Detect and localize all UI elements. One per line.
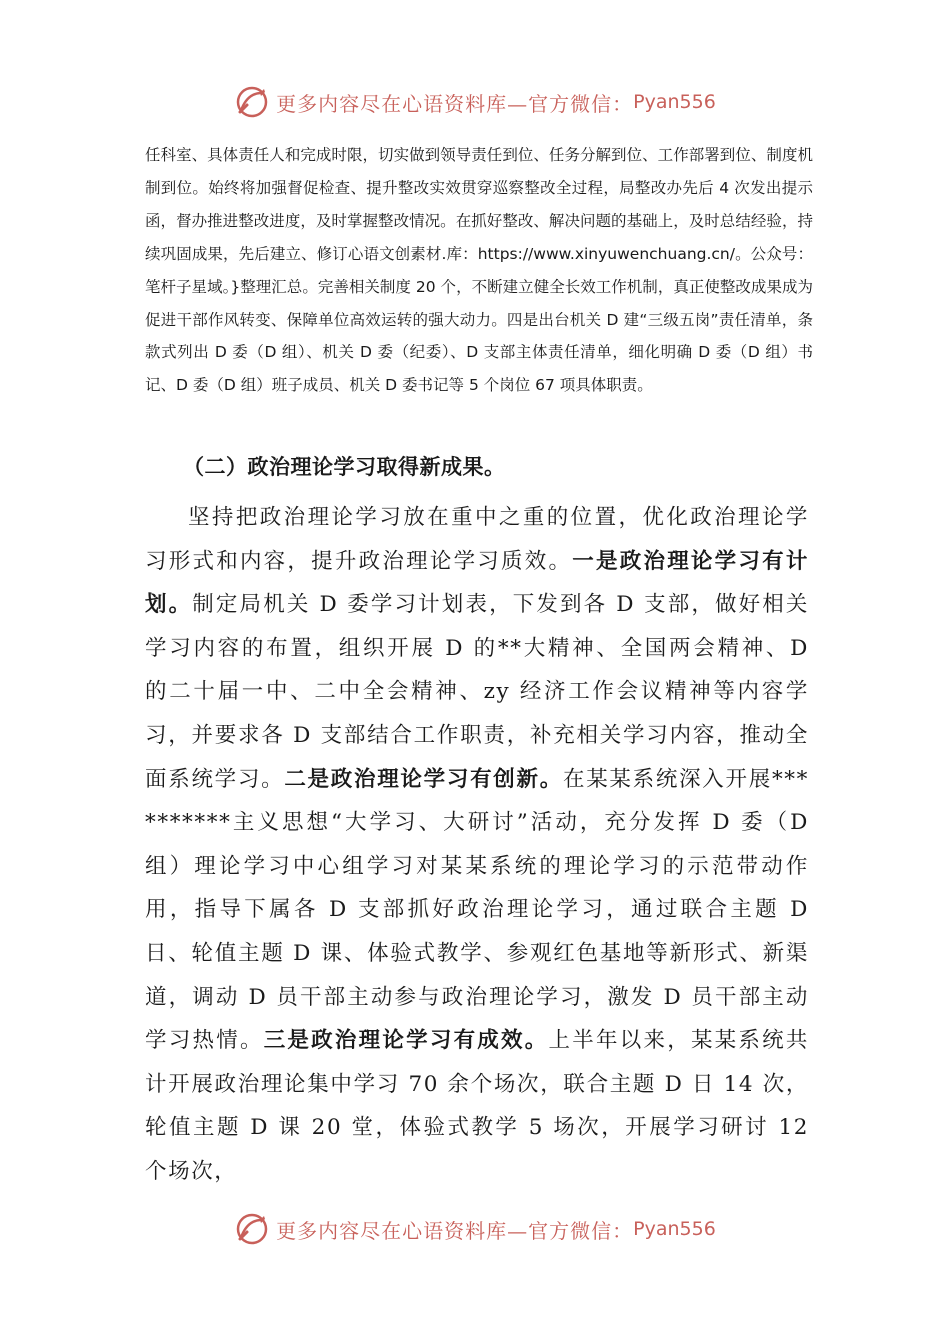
pen-logo-icon [234, 1211, 270, 1247]
header-watermark-banner [0, 80, 950, 124]
section-heading: （二）政治理论学习取得新成果。 [183, 454, 506, 479]
footer-banner-handle: Pyan556 [633, 1218, 716, 1240]
point-two-body: 在某某系统深入开展**********主义思想“大学习、大研讨”活动，充分发挥 D 委（D 组）理论学习中心组学习对某某系统的理论学习的示范带动作用，指导下属各 D 支部抓好政治理论学习，通过联合主题 D 日、轮值主题 D 课、体验式教学、参观红色基地等新形式、新渠道，调动 D 员干部主动参与政治理论学习，激发 D 员干部主动学习热情。 [145, 766, 809, 1054]
point-two-heading: 二是政治理论学习有创新。 [284, 766, 563, 792]
body-paragraph [145, 496, 809, 1194]
pen-logo-icon [234, 84, 270, 120]
point-one-body: 制定局机关 D 委学习计划表，下发到各 D 支部，做好相关学习内容的布置，组织开展 D 的**大精神、全国两会精神、D 的二十届一中、二中全会精神、zy 经济工作会议精神等内容学习，并要求各 D 支部结合工作职责，补充相关学习内容，推动全面系统学习。 [145, 592, 809, 792]
body-text-block [145, 496, 809, 1194]
point-three-heading: 三是政治理论学习有成效。 [263, 1028, 549, 1054]
point-one-heading: 一是政治理论学习有计划。 [145, 548, 809, 618]
header-banner-handle: Pyan556 [633, 91, 716, 113]
header-banner-text: 更多内容尽在心语资料库—官方微信： [276, 91, 634, 116]
footer-watermark-banner [0, 1207, 950, 1251]
footer-banner-text: 更多内容尽在心语资料库—官方微信： [276, 1218, 634, 1243]
point-three-body: 上半年以来，某某系统共计开展政治理论集中学习 70 余个场次，联合主题 D 日 14 次，轮值主题 D 课 20 堂，体验式教学 5 场次，开展学习研讨 12 个场次， [145, 1028, 809, 1184]
body-sentence-intro: 坚持把政治理论学习放在重中之重的位置，优化政治理论学习形式和内容，提升政治理论学习质效。 [145, 505, 809, 574]
intro-paragraph: 任科室、具体责任人和完成时限，切实做到领导责任到位、任务分解到位、工作部署到位、制度机制到位。始终将加强督促检查、提升整改实效贯穿巡察整改全过程，局整改办先后 4 次发出提示函，督办推进整改进度，及时掌握整改情况。在抓好整改、解决问题的基础上，及时总结经验，持续巩固成果，先后建立、修订心语文创素材.库：https://www.xinyuwenchuang.cn/。公众号：笔杆子星域。}整理汇总。完善相关制度 20 个，不断建立健全长效工作机制，真正使整改成果成为促进干部作风转变、保障单位高效运转的强大动力。四是出台机关 D 建“三级五岗”责任清单，条款式列出 D 委（D 组）、机关 D 委（纪委）、D 支部主体责任清单，细化明确 D 委（D 组）书记、D 委（D 组）班子成员、机关 D 委书记等 5 个岗位 67 项具体职责。 [145, 146, 813, 395]
intro-text-block [145, 139, 813, 402]
